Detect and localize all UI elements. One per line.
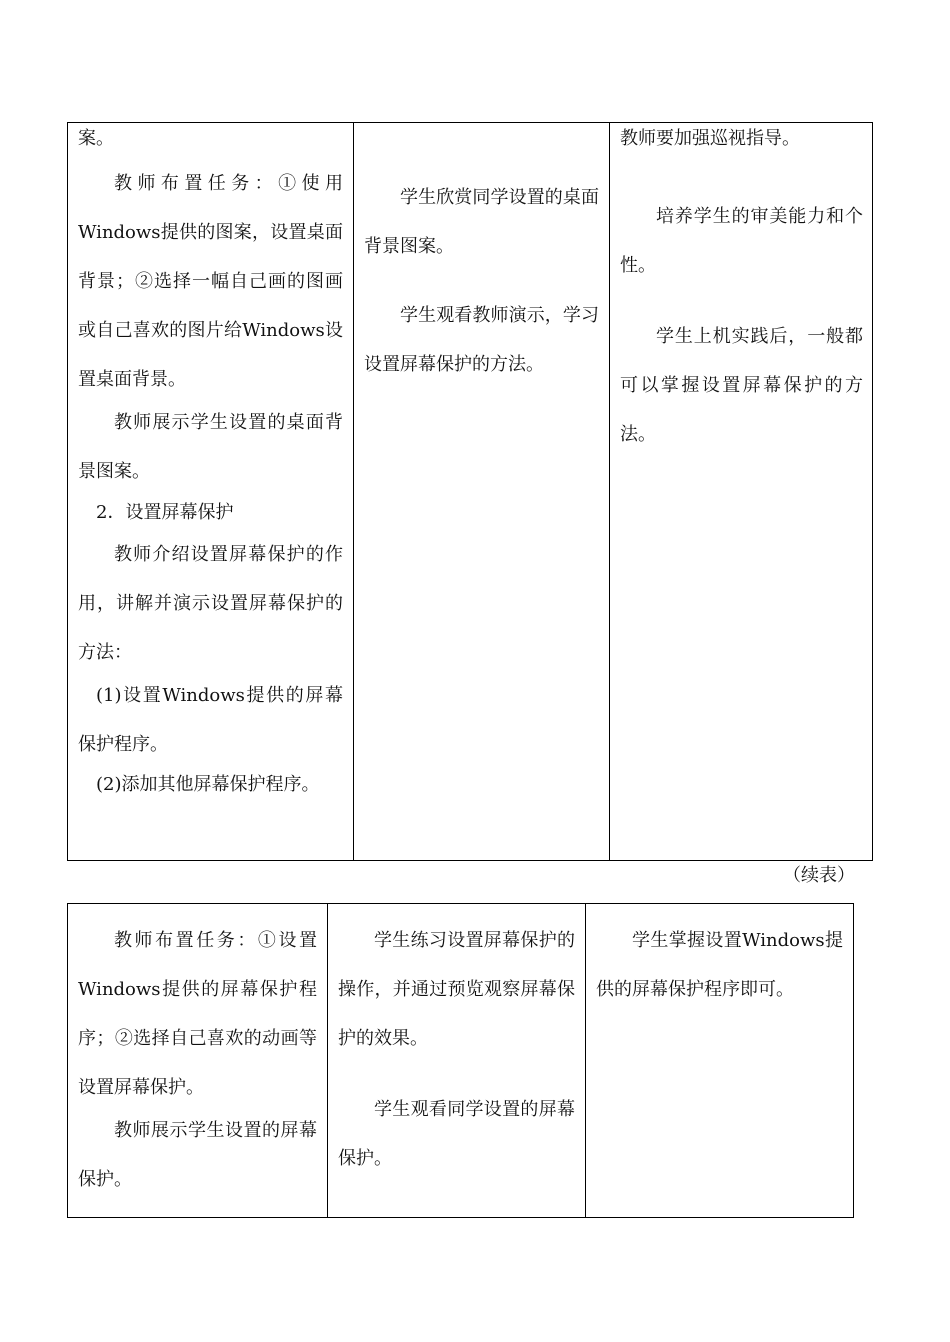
teacher-activity-column [68, 904, 327, 1217]
text-paragraph: 教师布置任务：①设置Windows提供的屏幕保护程序；②选择自己喜欢的动画等设置屏幕保护。 [78, 930, 317, 1098]
student-activity-column [327, 904, 585, 1217]
lesson-table-1 [67, 122, 873, 861]
section-heading: 2．设置屏幕保护 [96, 502, 234, 523]
text-paragraph: 培养学生的审美能力和个性。 [620, 206, 863, 276]
text-paragraph: 学生观看同学设置的屏幕保护。 [338, 1099, 575, 1169]
text-paragraph: 学生掌握设置Windows提供的屏幕保护程序即可。 [596, 930, 843, 1000]
text-paragraph: 教师介绍设置屏幕保护的作用，讲解并演示设置屏幕保护的方法： [78, 544, 343, 663]
spacer [364, 271, 599, 291]
student-activity-column [353, 123, 609, 860]
text-paragraph: 教师布置任务：①使用Windows提供的图案，设置桌面背景；②选择一幅自己画的图画或自己喜欢的图片给Windows设置桌面背景。 [78, 173, 343, 390]
text-paragraph: 教师展示学生设置的屏幕保护。 [78, 1120, 317, 1190]
design-intent-column [585, 904, 853, 1217]
text-paragraph: (1)设置Windows提供的屏幕保护程序。 [78, 685, 343, 755]
text-paragraph: 学生上机实践后，一般都可以掌握设置屏幕保护的方法。 [620, 326, 863, 445]
text-paragraph: 学生练习设置屏幕保护的操作，并通过预览观察屏幕保护的效果。 [338, 930, 575, 1049]
lesson-table-2 [67, 903, 854, 1218]
teacher-activity-column [68, 123, 353, 860]
text-paragraph: 案。 [78, 128, 114, 149]
continued-label: （续表） [783, 865, 855, 886]
text-paragraph: 教师展示学生设置的桌面背景图案。 [78, 412, 343, 482]
spacer [338, 1063, 575, 1085]
text-paragraph: (2)添加其他屏幕保护程序。 [96, 774, 320, 795]
design-intent-column [609, 123, 873, 860]
text-paragraph: 学生观看教师演示，学习设置屏幕保护的方法。 [364, 305, 599, 375]
text-paragraph: 教师要加强巡视指导。 [620, 128, 800, 149]
text-paragraph: 学生欣赏同学设置的桌面背景图案。 [364, 187, 599, 257]
